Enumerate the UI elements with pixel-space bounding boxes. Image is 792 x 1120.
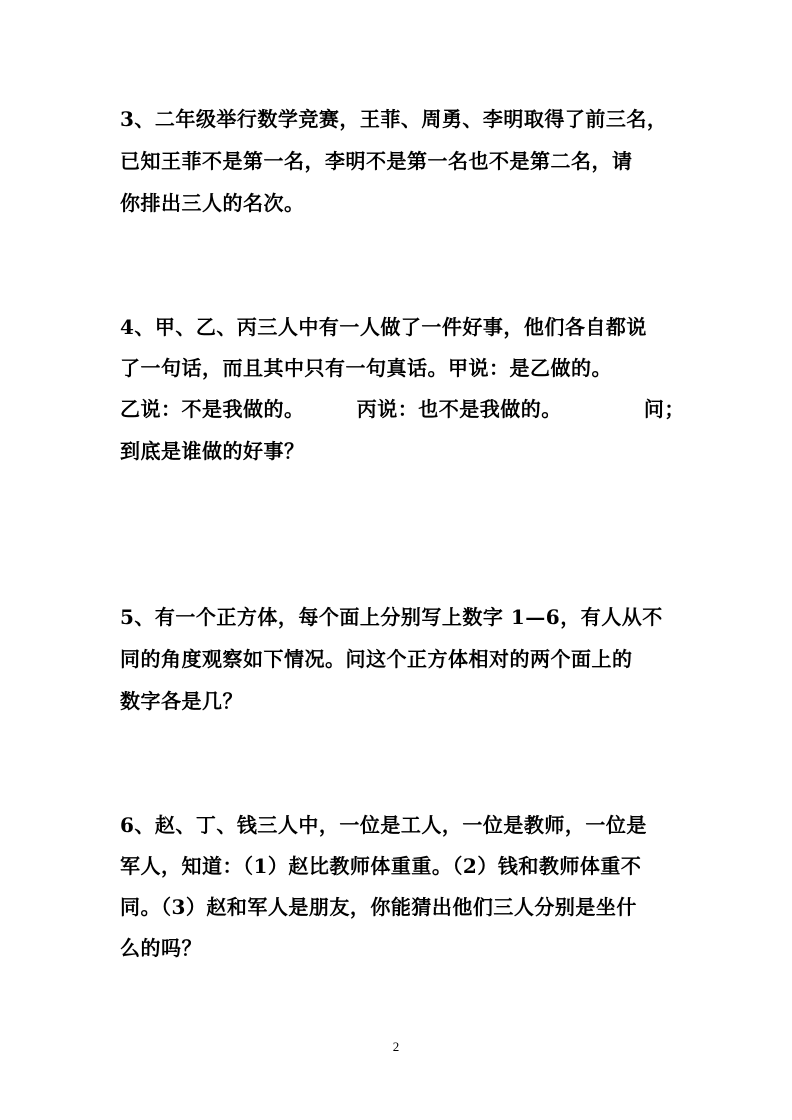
question-4-line-2: 了一句话，而且其中只有一句真话。甲说：是乙做的。 — [120, 356, 612, 380]
page-number: 2 — [392, 1039, 400, 1054]
question-6-line-4: 么的吗？ — [120, 936, 202, 960]
question-6-line-3: 同。（3）赵和军人是朋友，你能猜出他们三人分别是坐什 — [120, 895, 637, 919]
question-3-line-1: 3、二年级举行数学竞赛，王菲、周勇、李明取得了前三名， — [120, 107, 668, 131]
question-4-line-1: 4、甲、乙、丙三人中有一人做了一件好事，他们各自都说 — [120, 315, 647, 339]
question-6-line-1: 6、赵、丁、钱三人中，一位是工人，一位是教师，一位是 — [120, 813, 647, 837]
question-4-line-4: 到底是谁做的好事？ — [120, 439, 305, 463]
question-3-line-3: 你排出三人的名次。 — [120, 191, 305, 215]
question-6-line-2: 军人，知道：（1）赵比教师体重重。（2）钱和教师体重不 — [120, 854, 642, 878]
question-5-line-2: 同的角度观察如下情况。问这个正方体相对的两个面上的 — [120, 647, 633, 671]
question-5-line-3: 数字各是几？ — [120, 689, 243, 713]
question-5-line-1: 5、有一个正方体，每个面上分别写上数字 1—6，有人从不 — [120, 605, 663, 629]
question-3-line-2: 已知王菲不是第一名，李明不是第一名也不是第二名，请 — [120, 149, 633, 173]
question-4-line-3: 乙说：不是我做的。 丙说：也不是我做的。 问； — [120, 397, 685, 421]
